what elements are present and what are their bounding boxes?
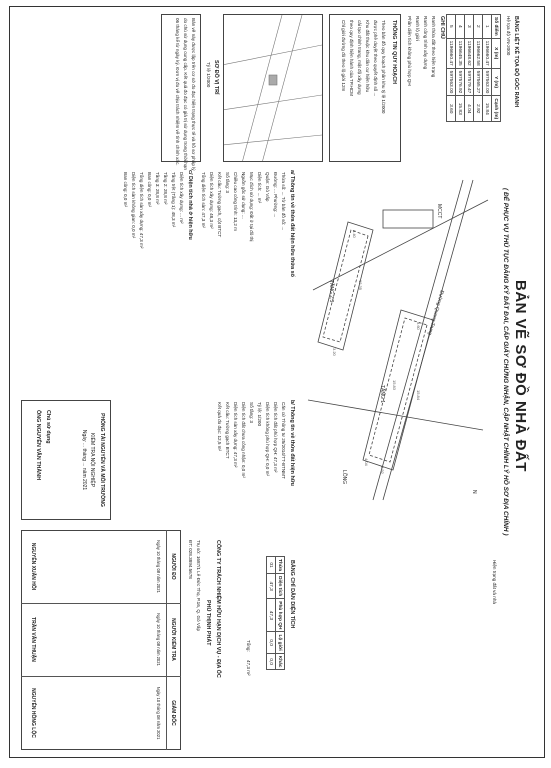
notes-line-1: do chủ sử dụng cung cấp. Kết quả đo đạc có giá trị sử dụng trong thời hạn [183,18,188,170]
construction-line-6: Diện tích sàn không gian: 0,0 m² [131,172,136,239]
coord-table-cell-1-0: 2 [474,15,483,39]
sig-name-1: NGUYỄN XUÂN HỒI [30,542,36,591]
right-info-lines [215,402,287,479]
coord-table-cell-0-1: 1196660.47 [483,38,492,68]
planning-line-4: theo quy định hiện hành của TP.HCM [349,20,354,96]
legend-item-2: Ranh lộ giới [415,16,420,41]
dimension-7: 8.40 [352,230,357,238]
verify-title: PHÒNG TÀI NGUYÊN VÀ MÔI TRƯỜNG [99,413,105,507]
area-table-cell-0-3: 0,0 [267,632,276,653]
info-line-1: Đường: ... Phường: ... [273,172,278,218]
coord-table-header-0: Số điểm [492,15,501,39]
label-floor23: TẦNG 2,3 [328,280,334,303]
area-table-header-3: Lộ giới [276,632,285,653]
area-table-header-2: Phù hợp QH [276,599,285,632]
coord-table-title: BẢNG LIỆT KÊ TỌA ĐỘ GÓC RANH [513,16,519,108]
info-line-0: Thửa số: ... Tờ bản đồ số: ... [281,172,286,231]
company-address: Trụ sở: 1687/1 Lê Đức Thọ, P.16, Q. Gò Vấp [196,540,201,632]
coord-table-cell-2-0: 3 [465,15,474,39]
coord-table-cell-3-3: 15.83 [456,96,465,122]
coord-table-cell-2-3: 4.04 [465,96,474,122]
coord-table-cell-4-2: 597563.00 [447,68,456,96]
right-info-line-4: Số tầng: 3 [249,402,254,423]
dimension-3: 15.83 [392,380,397,391]
company-phone: ĐT: 028.3894.5678 [188,540,193,579]
dimension-5: 12.35 [358,280,363,291]
construction-line-1: Tầng trệt (Tầng 1): 48,3 m² [171,172,176,228]
floor-plan-drawing [303,170,493,510]
coord-table-cell-0-3: 15.84 [483,96,492,122]
info-line-5: Nguồn gốc sử dụng: ... [241,172,246,219]
sig-name-2: TRẦN VĂN THUẬN [30,617,36,662]
coord-table-cell-2-2: 597579.47 [465,68,474,96]
sig-head-3: GIÁM ĐỐC [170,700,176,726]
coord-table-cell-1-2: 597565.27 [474,68,483,96]
table-row [456,15,465,122]
planning-line-3: cải tạo chỉnh trang, mật độ xây dựng [357,20,362,95]
construction-line-2: Tầng 2: 28,8 m² [163,172,168,205]
notes-line-0: Bản vẽ này được lập trên cơ sở đo đạc hiện trạng thực tế và hồ sơ pháp lý [191,18,196,171]
planning-lines [339,20,387,113]
label-north: N [471,490,477,494]
coord-table-cell-4-0: 5 [447,15,456,39]
legend-lines [405,16,437,86]
info-line-8: Kết cấu: Tường gạch, cột BTCT [217,172,222,238]
coord-table-header-3: Cạnh (m) [492,96,501,122]
table-row [483,15,492,122]
coord-table [446,14,501,122]
right-info-line-6: Diện tích sàn xây dựng: 47,3 m² [233,402,238,468]
dimension-6: 3.20 [332,348,337,356]
verify-line-2: Ngày ... tháng ... năm 2021 [81,429,87,491]
table-row [447,15,456,122]
planning-line-5: Chỉ giới đường đỏ theo lộ giới 12m [341,20,346,92]
legend-item-1: Ranh công trình xây dựng [423,16,428,70]
right-info-line-3: Tỷ lệ: 1/200 [257,402,262,427]
location-map-title: SƠ ĐỒ VỊ TRÍ [213,60,219,95]
construction-heading: c/ Diện tích nhà ở hiện hữu [187,170,193,240]
right-info-line-0: Căn cứ Thông tư 25/2014/TT-BTNMT [281,402,286,479]
right-info-line-1: Diện tích đất phù hợp QH: 47,3 m² [273,402,278,473]
planning-line-0: Theo bản đồ quy hoạch phân khu tỷ lệ 1/2000 [381,20,386,114]
sig-date-1: Ngày 10 tháng 08 năm 2021 [156,540,161,593]
construction-line-4: Ban công: 0,0 m² [147,172,152,207]
legend-item-3: Phần diện tích không phù hợp QH [407,16,412,86]
area-table-cell-0-1: 47,3 [267,574,276,599]
info-line-7: Số tầng: 3 [225,172,230,193]
document-title: BẢN VẼ SƠ ĐỒ NHÀ ĐẤT [512,280,529,472]
area-table-cell-0-2: 47,3 [267,599,276,632]
notes-line-2: 06 tháng kể từ ngày ký. Đơn vị đo vẽ chịu trách nhiệm về tính chính xác. [175,18,180,166]
planning-line-2: Khu đất thuộc khu dân cư hiện hữu [365,20,370,93]
coord-table-cell-3-2: 597576.92 [456,68,465,96]
company-sub: PHÚ THỊNH PHÁT [205,600,211,646]
area-table [266,556,285,670]
area-table-cell-0-4: 0,0 [267,653,276,670]
verify-line-1: KIỂM TRA NỘI NGHIỆP [89,432,95,488]
coord-table-cell-0-0: 1 [483,15,492,39]
info-line-3: Diện tích: ... m² [257,172,262,204]
table-row [267,557,276,670]
coord-table-cell-1-1: 1196662.58 [474,38,483,68]
info-line-9: Diện tích xây dựng: 48,3 m² [209,172,214,229]
coord-table-cell-0-2: 597563.00 [483,68,492,96]
company-name: CÔNG TY TRÁCH NHIỆM HỮU HẠN DỊCH VỤ - ĐỊA ỐC [215,540,221,678]
label-mcct: MCCT [436,204,442,219]
legend-item-0: Ranh thửa đất theo hiện trạng [431,16,436,78]
legend-title: GHI CHÚ [439,16,445,39]
area-table-header-1: Diện tích [276,574,285,599]
coord-table-header-1: X (m) [492,38,501,68]
construction-line-7: Ban công: 0,0 m² [123,172,128,207]
coord-table-cell-3-1: 1196645.35 [456,38,465,68]
planning-line-1: được phê duyệt theo quyết định số ... [373,20,378,97]
area-table-header-4: Khác [276,653,285,670]
owner-name: ÔNG NGUYỄN VĂN THÀNH [35,410,41,481]
area-table-cell-0-0: 01 [267,557,276,574]
construction-line-3: Tầng 3: 28,8 m² [155,172,160,205]
dimension-1: 2.92 [380,466,385,474]
construction-line-5: Tổng diện tích sàn xây dựng: 47,3 m² [139,172,144,249]
coord-table-header-2: Y (m) [492,68,501,96]
coord-table-cell-4-1: 1196660.47 [447,38,456,68]
dimension-labels [332,230,421,475]
construction-lines [121,172,185,248]
dimension-0: 15.84 [416,390,421,401]
table-row [465,15,474,122]
label-floor1: TẦNG 1 [379,385,385,404]
construction-line-0: Diện tích xây dựng: ... m² [179,172,184,224]
sig-name-3: NGUYỄN HỒNG LỘC [30,688,36,738]
info-line-4: Mục đích sử dụng: Đất ở tại đô thị [249,172,254,242]
right-info-line-2: Diện tích không phù hợp QH: 0,0 m² [265,402,270,476]
sig-date-3: Ngày 10 tháng 08 năm 2021 [156,686,161,740]
right-info-heading: b/ Thông tin về thửa đất hiện hữu [289,400,295,486]
owner-label: Chủ sử dụng [45,410,51,444]
area-total-value: 47,3 m² [246,660,251,676]
info-line-6: Chiều cao công trình: 13,2 m [233,172,238,231]
right-info-line-5: Diện tích đất chưa công nhận: 0,0 m² [241,402,246,478]
coord-table-cell-4-3: 3.60 [447,96,456,122]
location-map [223,14,323,162]
planning-title: THÔNG TIN QUY HOẠCH [391,20,397,84]
status-note: Hiện trạng đất và nhà [492,560,497,604]
coord-table-cell-3-0: 4 [456,15,465,39]
label-shaft: LỒNG [341,470,347,485]
info-heading: a/ Thông tin về thửa đất hiện hữu thửa số [289,170,295,277]
coord-table-cell-1-3: 2.92 [474,96,483,122]
right-info-line-7: Kết cấu: Tường gạch BTCT [225,402,230,459]
coord-table-subtitle: Hệ tọa độ VN-2000 [506,16,511,56]
info-lines [199,172,287,241]
sig-head-1: NGƯỜI ĐO [170,553,176,580]
area-table-title: BẢNG CHỈ DẪN DIỆN TÍCH [289,560,295,629]
table-row [474,15,483,122]
right-info-line-8: Kết quả đo đạc: 12,5 m² [217,402,222,452]
dimension-2: 4.04 [364,458,369,466]
location-map-scale: Tỷ lệ 1/2000 [206,62,211,88]
area-table-header-0: Thửa [276,557,285,574]
info-line-10: Tổng diện tích sàn: 47,3 m² [201,172,206,228]
info-line-2: Quận: Gò Vấp [265,172,270,202]
sig-date-2: Ngày 10 tháng 08 năm 2021 [156,613,161,666]
coord-table-cell-2-1: 1196648.62 [465,38,474,68]
sig-head-2: NGƯỜI KIỂM TRA [170,618,176,661]
area-total-label: Tổng: [246,640,251,652]
document-subtitle: ( ĐỂ PHỤC VỤ THỦ TỤC ĐĂNG KÝ ĐẤT ĐAI, CẤP GIẤY CHỨNG NHẬN, CẬP NHẬT CHỈNH LÝ HỒ SƠ ĐỊA CHÍNH ) [502,188,509,536]
label-street: Đường Quang Trung [426,289,445,336]
notes-lines [173,18,197,171]
dimension-4: 3.60 [416,322,421,330]
